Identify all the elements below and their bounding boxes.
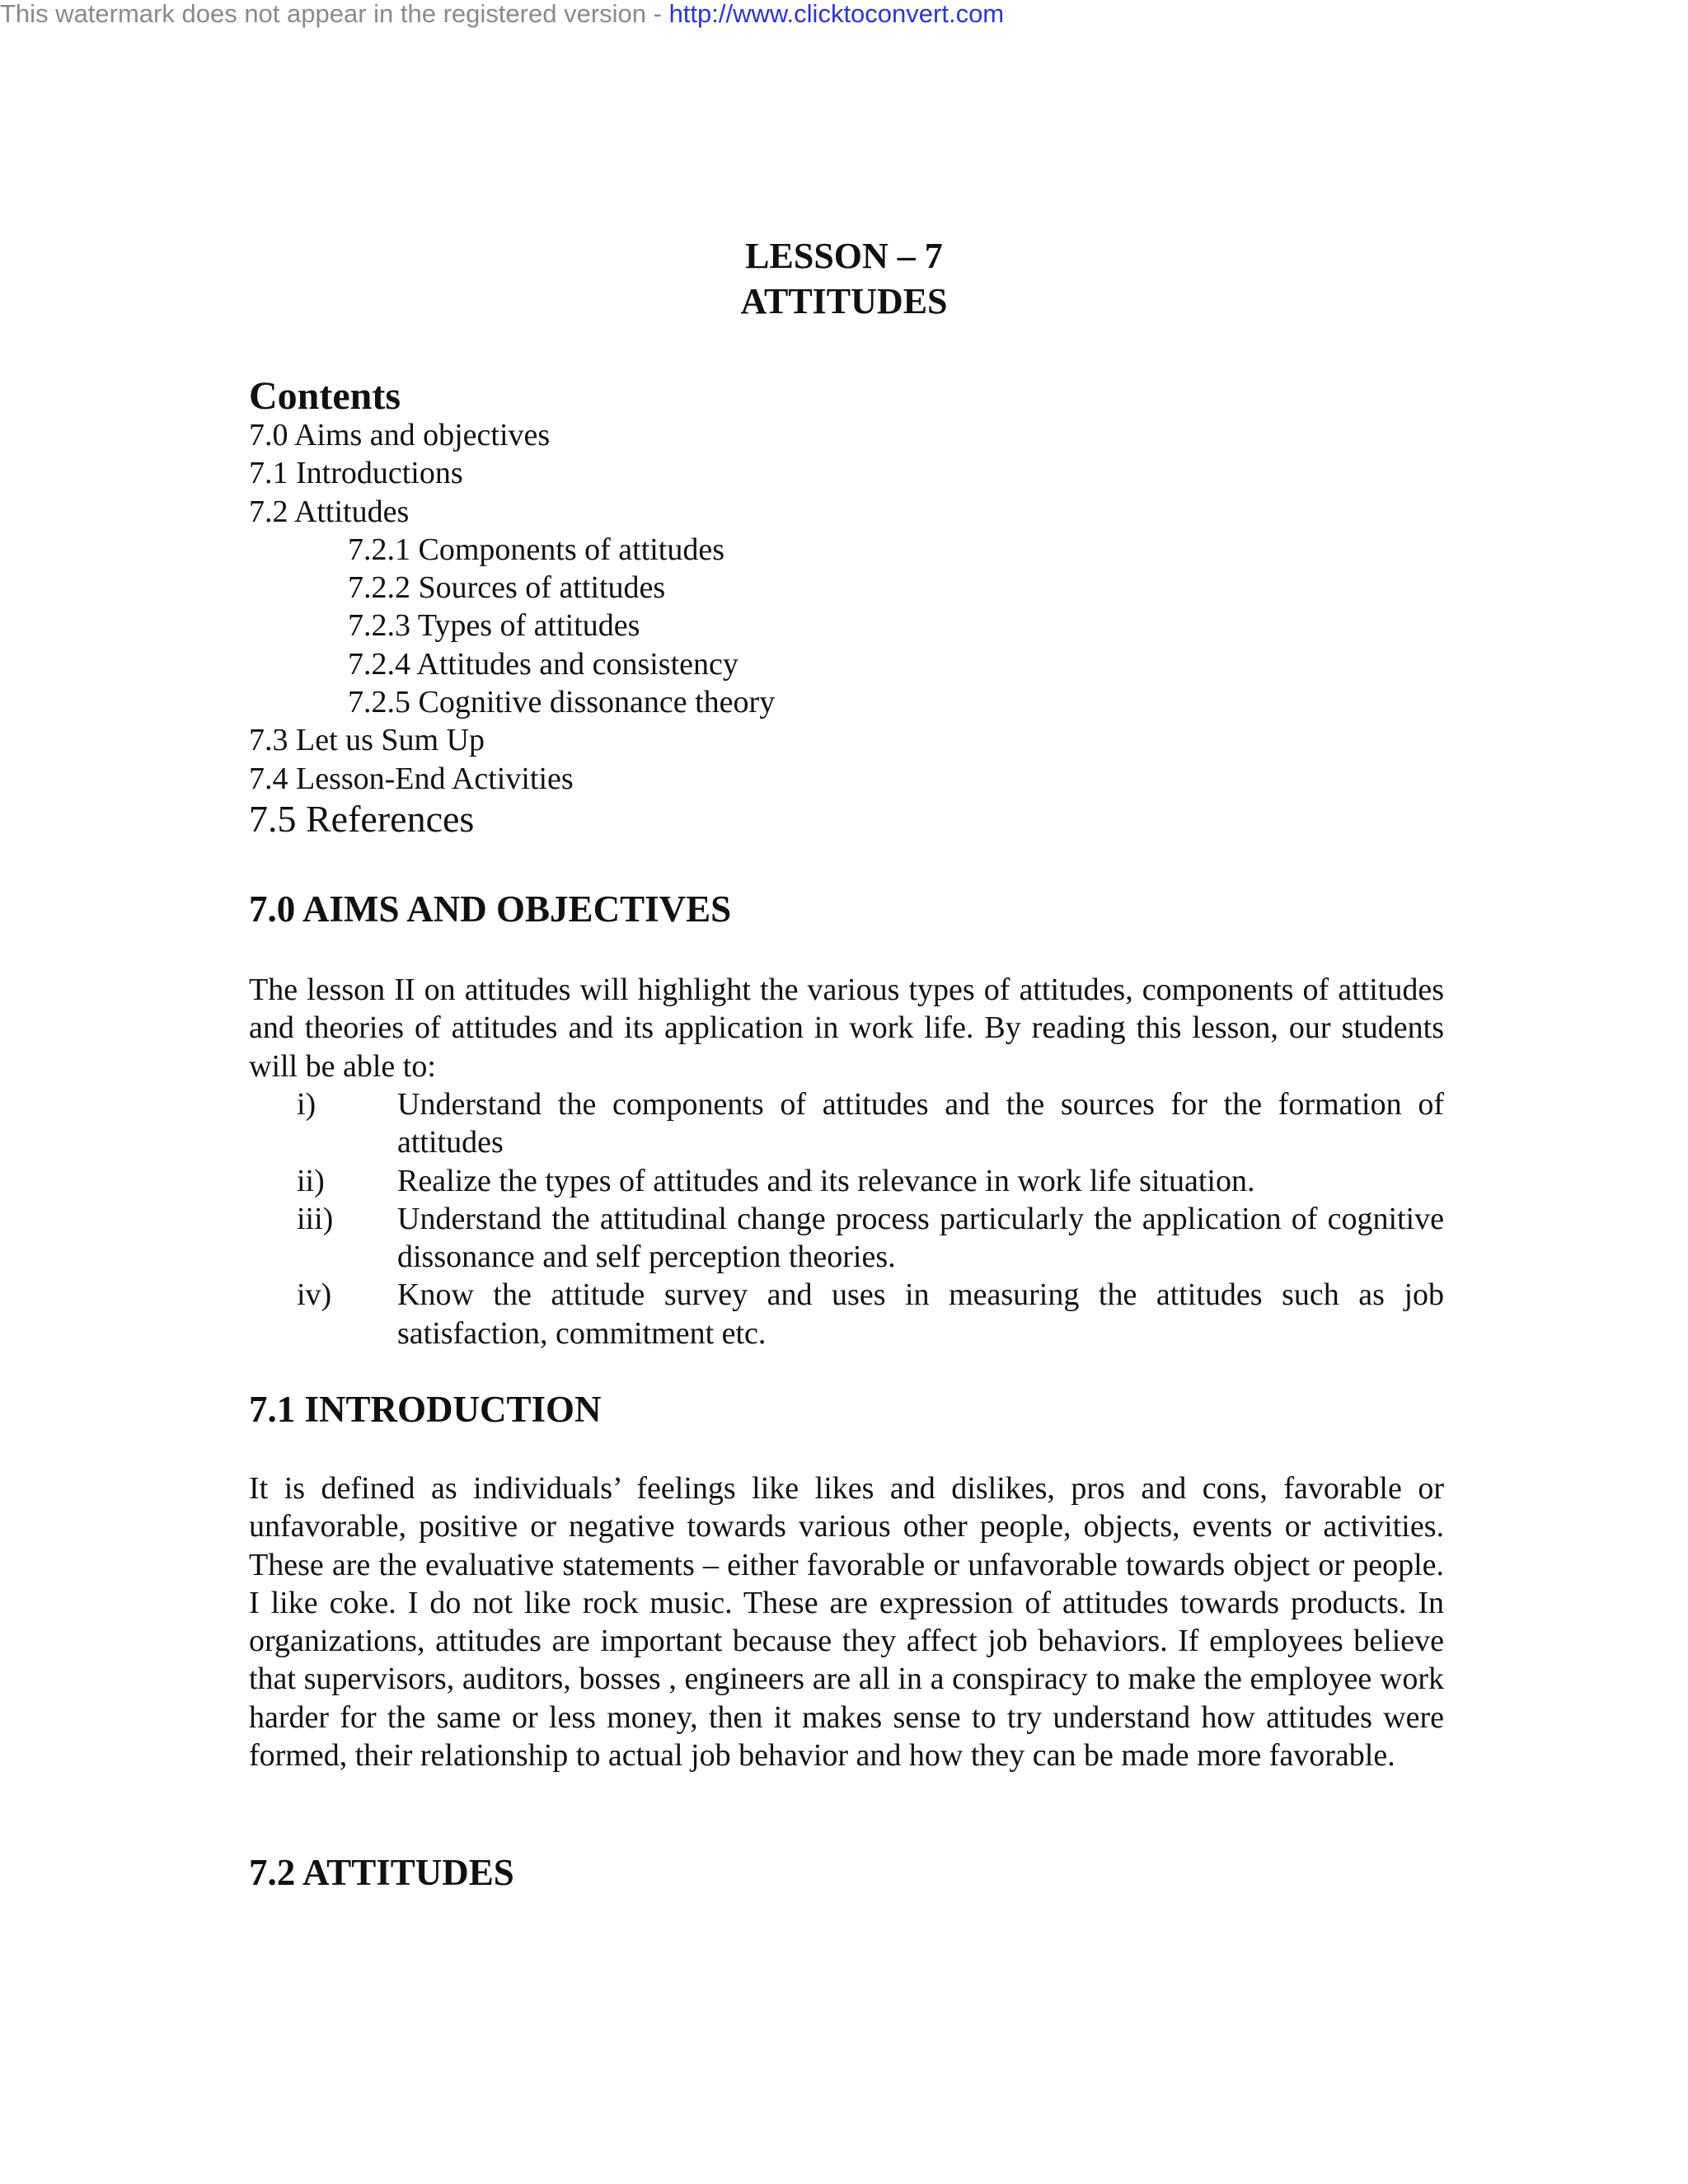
- objective-number: i): [297, 1087, 316, 1122]
- objective-item: [249, 1085, 1444, 1162]
- objective-item: [249, 1276, 1444, 1352]
- objectives-list: [249, 1085, 1444, 1352]
- attitudes-heading: 7.2 ATTITUDES: [249, 1852, 514, 1893]
- lesson-number-title: LESSON – 7: [745, 236, 943, 276]
- introduction-paragraph: It is defined as individuals’ feelings like likes and dislikes, pros and cons, favorable or unfavorable, positive or negative towards various other people, objects, events or activities. These are the evaluative statements – either favorable or unfavorable towards object or people. I like coke. I do not like rock music. These are expression of attitudes towards products. In organizations, attitudes are important because they affect job behaviors. If employees believe that supervisors, auditors, bosses , engineers are all in a conspiracy to make the employee work harder for the same or less money, then it makes sense to try understand how attitudes were formed, their relationship to actual job behavior and how they can be made more favorable.: [249, 1471, 1444, 1774]
- watermark-text: This watermark does not appear in the registered version -: [0, 0, 669, 28]
- toc-subitem: 7.2.5 Cognitive dissonance theory: [348, 685, 776, 720]
- objective-text: Know the attitude survey and uses in measuring the attitudes such as job satisfaction, commitment etc.: [397, 1277, 1444, 1351]
- toc-subitem: 7.2.3 Types of attitudes: [348, 608, 640, 644]
- objective-number: iv): [297, 1277, 332, 1313]
- toc-item: 7.1 Introductions: [249, 456, 463, 491]
- contents-heading: Contents: [249, 374, 401, 418]
- objective-text: Realize the types of attitudes and its relevance in work life situation.: [397, 1163, 1255, 1198]
- toc-item: 7.3 Let us Sum Up: [249, 723, 485, 758]
- toc-item: 7.2 Attitudes: [249, 494, 410, 529]
- lesson-name-title: ATTITUDES: [740, 281, 948, 321]
- toc-item: 7.5 References: [249, 797, 475, 840]
- watermark-notice: [0, 0, 1004, 28]
- toc-subitem: 7.2.2 Sources of attitudes: [348, 570, 666, 606]
- toc-item: 7.4 Lesson-End Activities: [249, 761, 574, 796]
- objective-text: Understand the components of attitudes and the sources for the formation of attitudes: [397, 1087, 1444, 1160]
- objective-item: [249, 1200, 1444, 1277]
- table-of-contents: [249, 416, 775, 841]
- objective-number: ii): [297, 1163, 325, 1198]
- toc-item: 7.0 Aims and objectives: [249, 418, 551, 452]
- aims-heading: 7.0 AIMS AND OBJECTIVES: [249, 888, 732, 930]
- introduction-heading: 7.1 INTRODUCTION: [249, 1389, 602, 1430]
- objective-number: iii): [297, 1201, 334, 1236]
- toc-subitem: 7.2.4 Attitudes and consistency: [348, 646, 738, 682]
- objective-item: [249, 1162, 1444, 1200]
- toc-subitem: 7.2.1 Components of attitudes: [348, 532, 725, 567]
- watermark-link[interactable]: http://www.clicktoconvert.com: [668, 0, 1005, 28]
- aims-paragraph: The lesson II on attitudes will highlight the various types of attitudes, components of attitudes and theories of attitudes and its application in work life. By reading this lesson, our students will be able to:: [249, 972, 1444, 1084]
- objective-text: Understand the attitudinal change process particularly the application of cognitive dissonance and self perception theories.: [397, 1201, 1444, 1275]
